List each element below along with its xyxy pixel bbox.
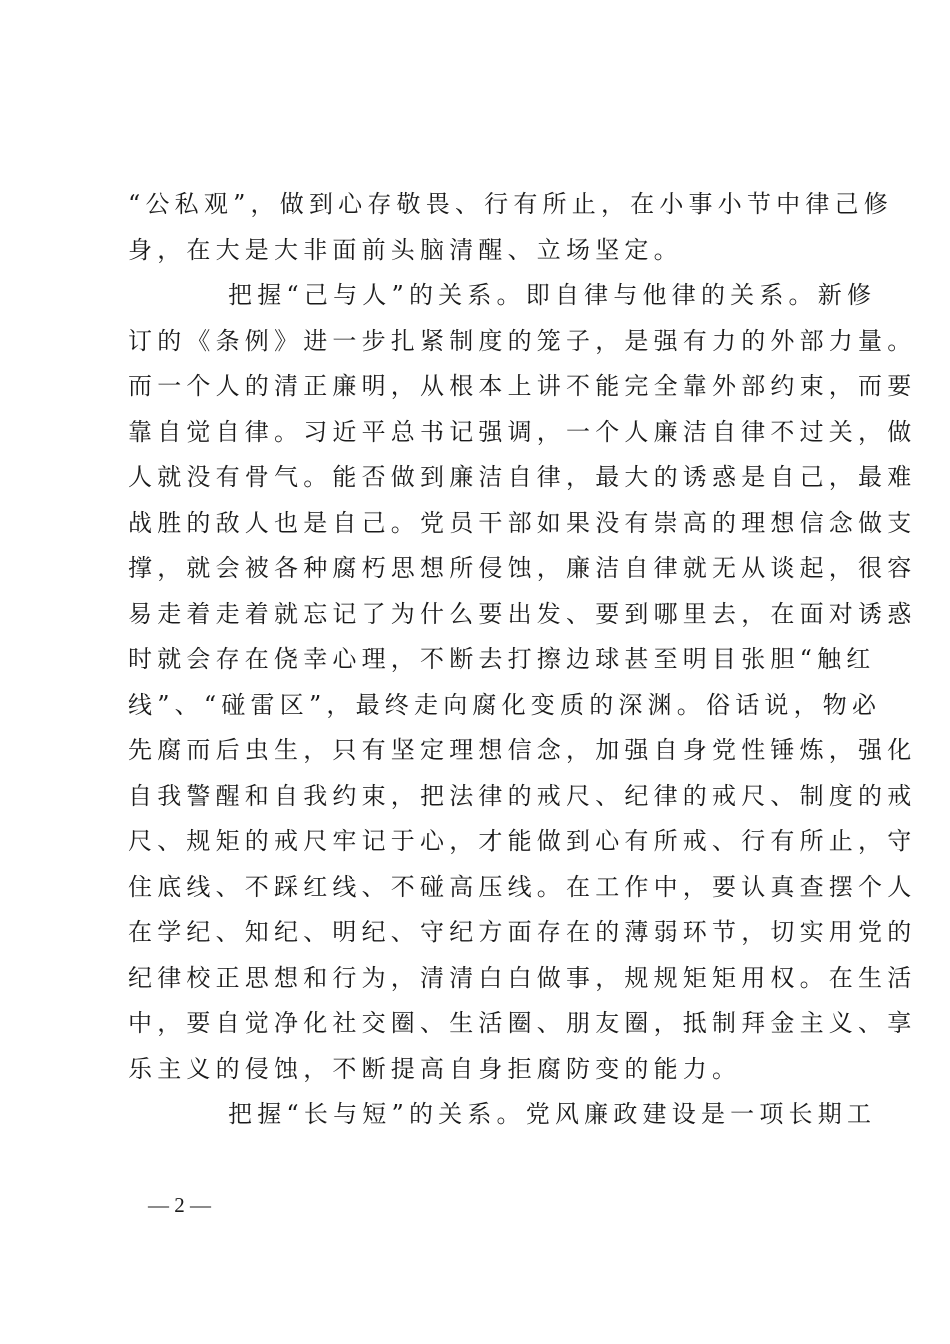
text-line: 在学纪、知纪、明纪、守纪方面存在的薄弱环节，切实用党的 <box>128 918 917 946</box>
text-line: 易走着走着就忘记了为什么要出发、要到哪里去，在面对诱惑 <box>128 599 917 628</box>
text-line: 自我警醒和自我约束，把法律的戒尺、纪律的戒尺、制度的戒 <box>128 781 917 810</box>
text-line: 纪律校正思想和行为，清清白白做事，规规矩矩用权。在生活 <box>128 963 917 992</box>
text-line: 人就没有骨气。能否做到廉洁自律，最大的诱惑是自己，最难 <box>128 463 917 491</box>
page-number: — 2 — <box>148 1193 211 1217</box>
text-line: 乐主义的侵蚀，不断提高自身拒腐防变的能力。 <box>128 1054 742 1083</box>
paragraph-heading-line: 把握“己与人”的关系。即自律与他律的关系。新修 <box>228 281 877 309</box>
text-line: 中，要自觉净化社交圈、生活圈、朋友圈，抵制拜金主义、享 <box>128 1009 917 1037</box>
text-line: 先腐而后虫生，只有坚定理想信念，加强自身党性锤炼，强化 <box>128 736 917 764</box>
text-line: 尺、规矩的戒尺牢记于心，才能做到心有所戒、行有所止，守 <box>128 827 917 855</box>
text-line: 住底线、不踩红线、不碰高压线。在工作中，要认真查摆个人 <box>128 872 917 901</box>
paragraph-heading-line: 把握“长与短”的关系。党风廉政建设是一项长期工 <box>228 1100 877 1128</box>
text-line: 靠自觉自律。习近平总书记强调，一个人廉洁自律不过关，做 <box>128 417 917 446</box>
text-line: 撑，就会被各种腐朽思想所侵蚀，廉洁自律就无从谈起，很容 <box>128 554 917 582</box>
text-line: 身，在大是大非面前头脑清醒、立场坚定。 <box>128 235 683 264</box>
text-line: 而一个人的清正廉明，从根本上讲不能完全靠外部约束，而要 <box>128 372 917 400</box>
text-line: 订的《条例》进一步扎紧制度的笼子，是强有力的外部力量。 <box>128 326 917 355</box>
text-line: 线”、“碰雷区”，最终走向腐化变质的深渊。俗话说，物必 <box>128 690 882 719</box>
text-line: 时就会存在侥幸心理，不断去打擦边球甚至明目张胆“触红 <box>128 645 876 673</box>
text-line: “公私观”，做到心存敬畏、行有所止，在小事小节中律己修 <box>128 190 893 218</box>
document-body <box>128 182 917 1138</box>
text-line: 战胜的敌人也是自己。党员干部如果没有崇高的理想信念做支 <box>128 508 917 537</box>
